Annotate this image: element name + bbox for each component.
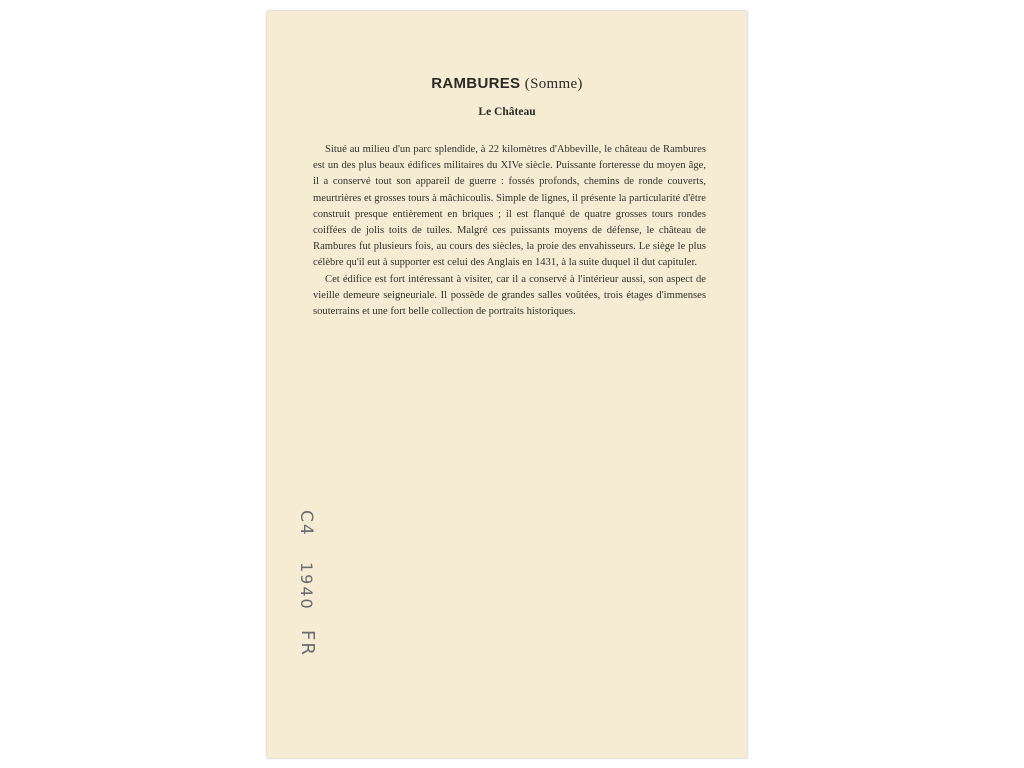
title-main: RAMBURES	[431, 75, 521, 92]
title-region: (Somme)	[524, 76, 583, 92]
paragraph-1: Situé au milieu d'un parc splendide, à 22 kilomètres d'Abbeville, le château de Rambures est un des plus beaux édifices militaires du XIVe siècle. Puissante forteresse du moyen âge, il a conservé tout son appareil de guerre : fossés profonds, chemins de ronde couverts, meurtrières et grosses tours à mâchicoulis. Simple de lignes, il présente la particularité d'être construit presque entièrement en briques ; il est flanqué de quatre grosses tours rondes coiffées de jolis toits de tuiles. Malgré ces puissants moyens de défense, le château de Rambures fut plusieurs fois, au cours des siècles, la proie des envahisseurs. Le siège le plus célèbre qu'il eut à supporter est celui des Anglais en 1431, à la suite duquel il dut capituler.	[313, 144, 706, 269]
pencil-annotation-2: 1940	[297, 562, 316, 611]
page-subtitle: Le Château	[478, 106, 536, 118]
pencil-annotation-3: FR	[297, 630, 318, 657]
page-title	[267, 75, 747, 93]
pencil-annotation-1: C4	[296, 510, 316, 537]
postcard	[267, 11, 747, 758]
description-text	[313, 142, 706, 320]
paragraph-2: Cet édifice est fort intéressant à visiter, car il a conservé à l'intérieur aussi, son aspect de vieille demeure seigneuriale. Il possède de grandes salles voûtées, trois étages d'immenses souterrains et une fort belle collection de portraits historiques.	[313, 273, 706, 318]
